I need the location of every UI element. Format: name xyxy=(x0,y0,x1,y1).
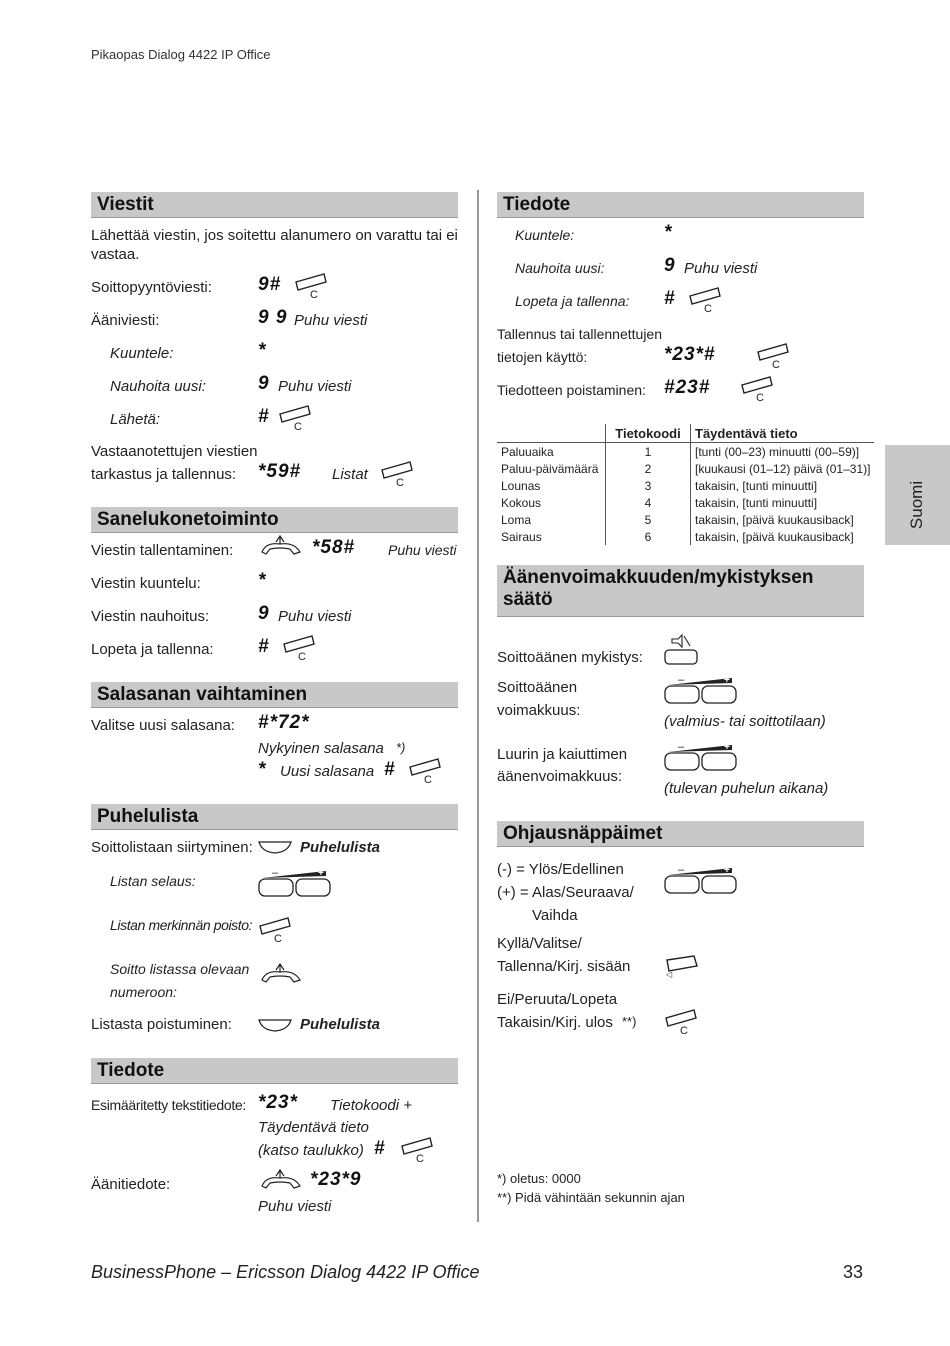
vastaanotettu-code: *59# xyxy=(258,461,302,482)
clear-key-icon xyxy=(756,342,792,371)
tiedote-kuuntele-label: Kuuntele: xyxy=(515,227,575,243)
ohjaus-kylla-line1: Kyllä/Valitse/ xyxy=(497,935,582,952)
svg-text:C: C xyxy=(310,289,318,301)
table-cell: takaisin, [tunti minuutti] xyxy=(695,495,818,510)
mute-key-icon xyxy=(664,633,700,667)
vastaanotettu-text: Listat xyxy=(332,466,368,483)
tiedote-lopeta-code: # xyxy=(664,288,676,309)
nauhoita-label: Nauhoita uusi: xyxy=(110,378,206,395)
kuuntele-label: Kuuntele: xyxy=(110,345,174,362)
softkey-icon xyxy=(258,1018,294,1034)
clear-key-icon xyxy=(400,1136,436,1165)
ohjaus-ei-line2: Takaisin/Kirj. ulos xyxy=(497,1014,613,1031)
sanelu-tallentaminen-label: Viestin tallentaminen: xyxy=(91,542,234,559)
table-cell: takaisin, [tunti minuutti] xyxy=(695,478,818,493)
header-title: Pikaopas Dialog 4422 IP Office xyxy=(91,47,271,62)
table-row xyxy=(497,494,874,511)
column-divider xyxy=(477,190,479,1222)
table-cell: takaisin, [päivä kuukausiback] xyxy=(695,512,854,527)
clear-key-icon xyxy=(278,404,314,433)
sanelu-lopeta-code: # xyxy=(258,636,270,657)
svg-text:C: C xyxy=(294,421,302,433)
puhelulista-soitto-label1: Soitto listassa olevaan xyxy=(110,961,250,977)
mykistys-label: Soittoäänen mykistys: xyxy=(497,649,643,666)
table-header-row xyxy=(497,424,874,443)
tiedote-tallennus-label2: tietojen käyttö: xyxy=(497,349,588,365)
puhelulista-poistuminen-text: Puhelulista xyxy=(300,1016,381,1033)
svg-text:+: + xyxy=(724,675,730,686)
puhelulista-siirtyminen-label: Soittolistaan siirtyminen: xyxy=(91,839,253,856)
section-heading-viestit: Viestit xyxy=(91,192,458,218)
table-cell: Paluuaika xyxy=(497,443,606,461)
svg-text:+: + xyxy=(724,742,730,753)
tekstitiedote-code: *23* xyxy=(258,1092,298,1113)
tiedote-table xyxy=(497,424,874,545)
volume-keys-icon xyxy=(664,742,738,772)
tiedote-nauhoita-text: Puhu viesti xyxy=(684,260,758,277)
tiedote-nauhoita-code: 9 xyxy=(664,255,676,276)
puhelulista-poisto-label: Listan merkinnän poisto: xyxy=(110,917,253,933)
tiedote-kuuntele-code: * xyxy=(664,222,673,243)
svg-text:C: C xyxy=(274,933,282,945)
aanitiedote-line2: Puhu viesti xyxy=(258,1198,332,1215)
salasana-label: Valitse uusi salasana: xyxy=(91,717,235,734)
salasana-note: *) xyxy=(396,740,406,755)
svg-text:+: + xyxy=(318,868,324,879)
footnote-1: *) oletus: 0000 xyxy=(497,1171,581,1186)
viestit-intro-line2: vastaa. xyxy=(91,246,140,263)
ohjaus-kylla-line2: Tallenna/Kirj. sisään xyxy=(497,958,631,975)
soittoaani-label2: voimakkuus: xyxy=(497,702,581,719)
clear-key-icon xyxy=(380,460,416,489)
table-cell: 5 xyxy=(606,511,691,528)
sanelu-nauhoitus-text: Puhu viesti xyxy=(278,608,352,625)
tekstitiedote-line3: (katso taulukko) xyxy=(258,1142,364,1159)
svg-text:C: C xyxy=(756,392,764,404)
sanelu-kuuntelu-code: * xyxy=(258,570,267,591)
table-cell: Kokous xyxy=(497,494,606,511)
language-tab-label: Suomi xyxy=(907,480,926,530)
soittoaani-label1: Soittoäänen xyxy=(497,679,578,696)
aaniviesti-label: Ääniviesti: xyxy=(91,312,160,329)
luuri-label1: Luurin ja kaiuttimen xyxy=(497,746,628,763)
aaniviesti-text: Puhu viesti xyxy=(294,312,368,329)
svg-text:–: – xyxy=(272,867,279,879)
nauhoita-code: 9 xyxy=(258,373,270,394)
clear-key-icon xyxy=(688,286,724,315)
table-row xyxy=(497,477,874,494)
svg-text:C: C xyxy=(772,359,780,371)
section-heading-ohjaus: Ohjausnäppäimet xyxy=(497,821,864,847)
table-cell: Sairaus xyxy=(497,528,606,545)
clear-key-icon xyxy=(294,272,330,301)
table-row xyxy=(497,511,874,528)
ohjaus-line2: (+) = Alas/Seuraava/ xyxy=(497,884,634,901)
clear-key-icon xyxy=(282,634,318,663)
handset-icon xyxy=(258,962,304,986)
svg-text:C: C xyxy=(416,1153,424,1165)
svg-text:C: C xyxy=(680,1025,688,1037)
soittopyynto-code: 9# xyxy=(258,274,282,295)
table-cell: 4 xyxy=(606,494,691,511)
sanelu-tallentaminen-text: Puhu viesti xyxy=(388,542,457,558)
table-cell: [tunti (00–23) minuutti (00–59)] xyxy=(695,444,860,459)
soittopyynto-label: Soittopyyntöviesti: xyxy=(91,279,212,296)
clear-key-icon xyxy=(664,1008,700,1037)
handset-icon xyxy=(258,1168,304,1192)
table-cell: 2 xyxy=(606,460,691,477)
table-cell: takaisin, [päivä kuukausiback] xyxy=(695,529,854,544)
salasana-line3: Uusi salasana xyxy=(280,763,375,780)
table-cell: [kuukausi (01–12) päivä (01–31)] xyxy=(695,461,871,476)
volume-keys-icon xyxy=(664,865,738,895)
sanelu-nauhoitus-label: Viestin nauhoitus: xyxy=(91,608,210,625)
tiedote-poistaminen-code: #23# xyxy=(664,377,711,398)
luuri-note: (tulevan puhelun aikana) xyxy=(664,780,829,797)
aaniviesti-code: 9 9 xyxy=(258,307,288,328)
svg-text:◁: ◁ xyxy=(666,970,673,979)
tekstitiedote-code3: # xyxy=(374,1138,386,1159)
table-cell: Loma xyxy=(497,511,606,528)
ohjaus-line1: (-) = Ylös/Edellinen xyxy=(497,861,624,878)
tiedote-poistaminen-label: Tiedotteen poistaminen: xyxy=(497,382,646,398)
vastaanotettu-label2: tarkastus ja tallennus: xyxy=(91,466,237,483)
sanelu-nauhoitus-code: 9 xyxy=(258,603,270,624)
footer-title: BusinessPhone – Ericsson Dialog 4422 IP Office xyxy=(91,1262,480,1282)
section-heading-tiedote-right: Tiedote xyxy=(497,192,864,218)
salasana-line2: Nykyinen salasana xyxy=(258,740,384,757)
clear-key-icon xyxy=(258,916,294,945)
table-row xyxy=(497,460,874,477)
tiedote-nauhoita-label: Nauhoita uusi: xyxy=(515,260,605,276)
soittoaani-note: (valmius- tai soittotilaan) xyxy=(664,713,826,730)
section-heading-sanelu: Sanelukonetoiminto xyxy=(91,507,458,533)
puhelulista-poistuminen-label: Listasta poistuminen: xyxy=(91,1016,232,1033)
svg-text:–: – xyxy=(678,864,685,876)
table-cell: 3 xyxy=(606,477,691,494)
language-tab xyxy=(885,445,950,545)
tiedote-tallennus-label1: Tallennus tai tallennettujen xyxy=(497,326,663,342)
clear-key-icon xyxy=(740,375,776,404)
tekstitiedote-label: Esimääritetty tekstitiedote: xyxy=(91,1097,246,1113)
svg-text:–: – xyxy=(678,741,685,753)
section-heading-puhelulista: Puhelulista xyxy=(91,804,458,830)
volume-keys-icon xyxy=(664,675,738,705)
laheta-code: # xyxy=(258,406,270,427)
nauhoita-text: Puhu viesti xyxy=(278,378,352,395)
ohjaus-ei-line1: Ei/Peruuta/Lopeta xyxy=(497,991,618,1008)
tiedote-tallennus-code: *23*# xyxy=(664,344,716,365)
table-row xyxy=(497,528,874,545)
svg-text:C: C xyxy=(424,774,432,786)
volume-heading-line1: Äänenvoimakkuuden/mykistyksen xyxy=(503,567,814,588)
laheta-label: Lähetä: xyxy=(110,411,161,428)
table-cell: Lounas xyxy=(497,477,606,494)
section-heading-tiedote-left: Tiedote xyxy=(91,1058,458,1084)
table-row xyxy=(497,443,874,461)
table-col-tietokoodi: Tietokoodi xyxy=(606,424,691,443)
handset-icon xyxy=(258,534,304,558)
sanelu-kuuntelu-label: Viestin kuuntelu: xyxy=(91,575,201,592)
tekstitiedote-line2: Täydentävä tieto xyxy=(258,1119,369,1136)
section-heading-salasana: Salasanan vaihtaminen xyxy=(91,682,458,708)
table-cell: 1 xyxy=(606,443,691,461)
page-number: 33 xyxy=(843,1262,864,1282)
svg-text:C: C xyxy=(396,477,404,489)
footnote-2: **) Pidä vähintään sekunnin ajan xyxy=(497,1190,685,1205)
puhelulista-siirtyminen-text: Puhelulista xyxy=(300,839,381,856)
kuuntele-code: * xyxy=(258,340,267,361)
table-col-taydentava: Täydentävä tieto xyxy=(691,424,875,443)
sanelu-lopeta-label: Lopeta ja tallenna: xyxy=(91,641,214,658)
svg-text:–: – xyxy=(678,674,685,686)
viestit-intro-line1: Lähettää viestin, jos soitettu alanumero on varattu tai ei xyxy=(91,227,458,244)
salasana-code3: * xyxy=(258,759,267,780)
table-col-name xyxy=(497,424,606,443)
aanitiedote-label: Äänitiedote: xyxy=(91,1176,171,1193)
table-cell: 6 xyxy=(606,528,691,545)
volume-heading-line2: säätö xyxy=(503,589,553,610)
svg-text:+: + xyxy=(724,865,730,876)
ohjaus-ei-note: **) xyxy=(622,1014,637,1029)
salasana-code: #*72* xyxy=(258,712,310,733)
puhelulista-soitto-label2: numeroon: xyxy=(110,984,177,1000)
clear-key-icon xyxy=(408,757,444,786)
luuri-label2: äänenvoimakkuus: xyxy=(497,768,623,785)
puhelulista-selaus-label: Listan selaus: xyxy=(110,873,196,889)
tiedote-lopeta-label: Lopeta ja tallenna: xyxy=(515,293,630,309)
softkey-icon xyxy=(258,840,294,856)
ok-key-icon xyxy=(664,952,700,978)
svg-text:C: C xyxy=(298,651,306,663)
table-cell: Paluu-päivämäärä xyxy=(497,460,606,477)
aanitiedote-code: *23*9 xyxy=(310,1169,362,1190)
vastaanotettu-label1: Vastaanotettujen viestien xyxy=(91,443,258,460)
svg-text:C: C xyxy=(704,303,712,315)
section-heading-volume xyxy=(497,565,864,617)
volume-keys-icon xyxy=(258,868,332,898)
tekstitiedote-text: Tietokoodi + xyxy=(330,1097,413,1114)
sanelu-tallentaminen-code: *58# xyxy=(312,537,356,558)
salasana-code3b: # xyxy=(384,759,396,780)
ohjaus-line3: Vaihda xyxy=(532,907,578,924)
